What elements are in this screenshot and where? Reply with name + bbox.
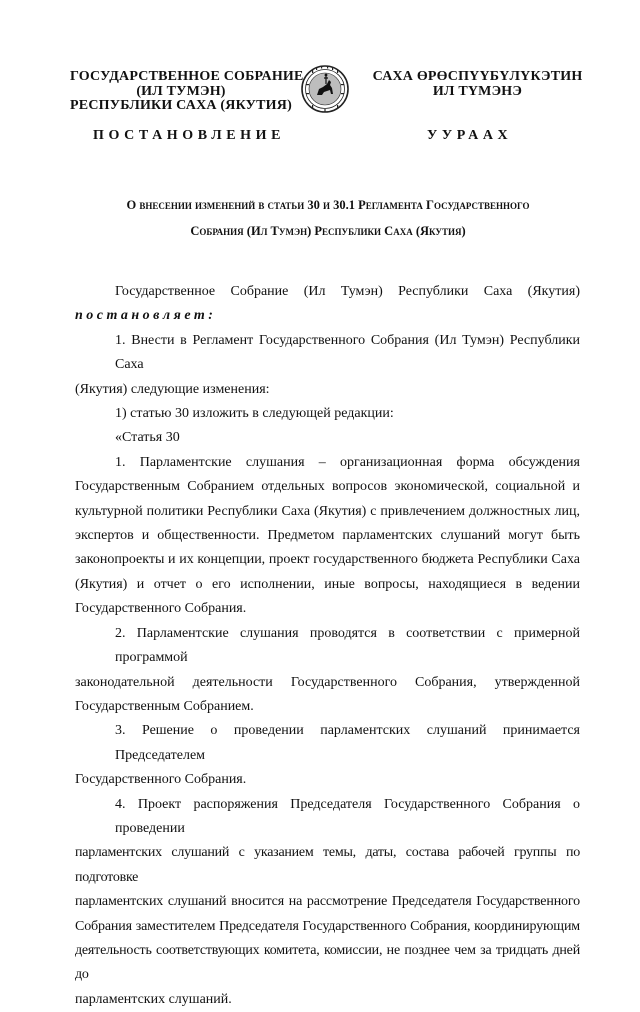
paragraph-2-line: 2. Парламентские слушания проводятся в соответствии с примерной программой: [115, 625, 580, 666]
document-body: [75, 280, 580, 1012]
item-1-line-2: (Якутия) следующие изменения:: [75, 381, 270, 397]
header-left-line-2: (ИЛ ТУМЭН): [136, 83, 226, 99]
header-left-line-1: ГОСУДАРСТВЕННОЕ СОБРАНИЕ: [70, 69, 304, 84]
title-line-1: О внесении изменений в статьи 30 и 30.1 Регламента Государственного: [126, 198, 530, 212]
paragraph-2-last-line: Государственным Собранием.: [75, 698, 254, 714]
header-right-line-2: ИЛ ТҮМЭНЭ: [432, 83, 523, 99]
paragraph-1-line: 1. Парламентские слушания – организационная форма обсуждения: [115, 454, 580, 470]
paragraph-3-last-line: Государственного Собрания.: [75, 772, 247, 788]
intro-paragraph: [75, 280, 580, 329]
doc-type-sah: УУРААХ: [427, 128, 513, 143]
paragraph-3: [75, 719, 580, 792]
paragraph-2: [75, 622, 580, 720]
paragraph-1-line: культурной политики Республики Саха (Якутия) с привлечением должностных лиц,: [75, 503, 580, 519]
paragraph-4-line: деятельность соответствующих комитета, комиссии, не позднее чем за тридцать дней до: [75, 942, 580, 983]
article-heading-text: «Статья 30: [115, 430, 180, 446]
paragraph-1-line: экспертов и общественности. Предметом парламентских слушаний могут быть: [75, 528, 580, 544]
document-title: [78, 192, 578, 244]
paragraph-4-line: Собрания заместителем Председателя Государственного Собрания, координирующим: [75, 918, 580, 934]
paragraph-4-last-line: парламентских слушаний.: [75, 991, 232, 1007]
header-right-line-1: САХА ӨРӨСПҮҮБҮЛҮКЭТИН: [372, 69, 583, 84]
header-left-line-3: РЕСПУБЛИКИ САХА (ЯКУТИЯ): [70, 98, 292, 113]
paragraph-4-line: 4. Проект распоряжения Председателя Государственного Собрания о проведении: [115, 796, 580, 836]
intro-line: Государственное Собрание (Ил Тумэн) Республики Саха (Якутия): [115, 284, 580, 299]
paragraph-1: [75, 451, 580, 622]
paragraph-4-line: парламентских слушаний с указанием темы, даты, состава рабочей группы по подготовке: [75, 845, 580, 885]
paragraph-1-line: Государственным Собранием отдельных вопросов экономической, социальной и: [75, 479, 580, 495]
item-1: [75, 329, 580, 402]
item-1-line-1: 1. Внести в Регламент Государственного Собрания (Ил Тумэн) Республики Саха: [115, 332, 580, 373]
doc-type-ru: ПОСТАНОВЛЕНИЕ: [93, 128, 286, 143]
header-left-block: [70, 69, 304, 114]
paragraph-1-last-line: Государственного Собрания.: [75, 601, 247, 617]
sub-item-1-text: 1) статью 30 изложить в следующей редакции:: [115, 406, 394, 422]
article-heading: [75, 426, 580, 450]
decree-word: постановляет:: [75, 308, 217, 324]
paragraph-1-line: (Якутия) и отчет о его исполнении, иные вопросы, находящиеся в ведении: [75, 576, 580, 592]
title-line-2: Собрания (Ил Тумэн) Республики Саха (Якутия): [190, 224, 466, 238]
paragraph-4: [75, 793, 580, 1012]
coat-of-arms-icon: [300, 62, 350, 116]
paragraph-2-line: законодательной деятельности Государственного Собрания, утвержденной: [75, 674, 580, 690]
paragraph-3-line: 3. Решение о проведении парламентских слушаний принимается Председателем: [115, 723, 580, 763]
paragraph-4-line: парламентских слушаний вносится на рассмотрение Председателя Государственного: [75, 894, 580, 910]
header-right-block: [370, 70, 585, 99]
paragraph-1-line: законопроекты и их концепции, проект государственного бюджета Республики Саха: [75, 552, 580, 568]
sub-item-1: [75, 402, 580, 426]
